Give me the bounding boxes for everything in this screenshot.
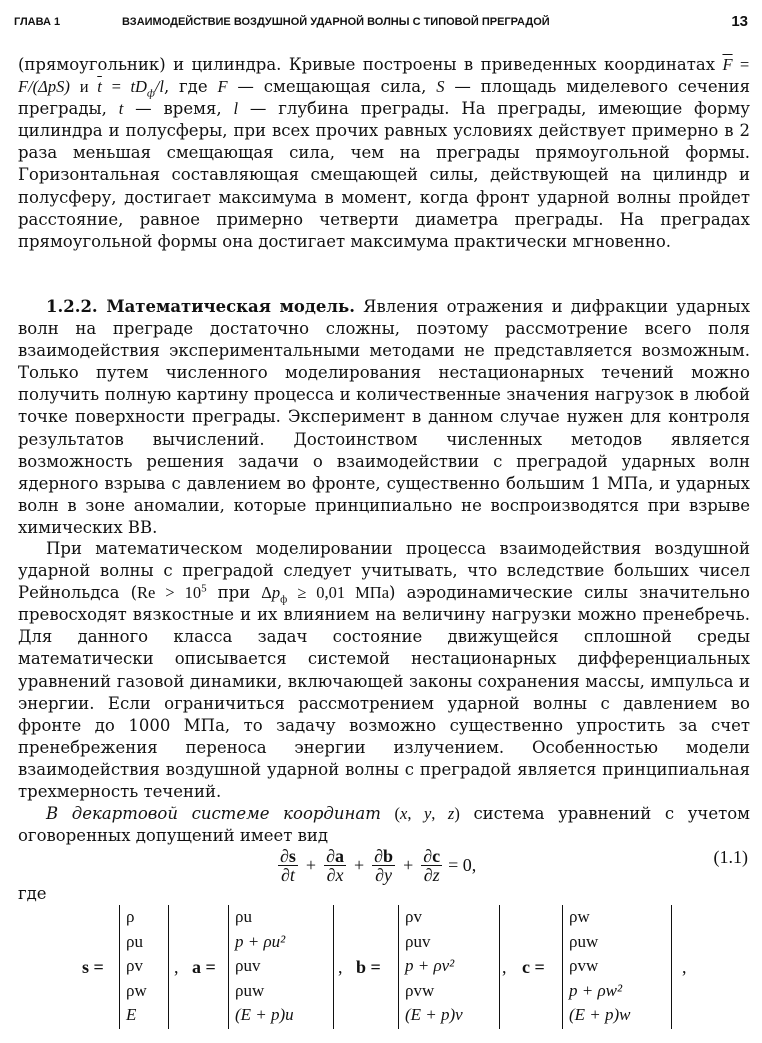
vector-a-entry: p + ρu² [235,931,286,951]
vector-a-entry: (E + p)u [235,1005,294,1024]
paragraph-3 [18,538,750,803]
vector-s-entry: ρv [126,956,143,975]
vector-c-entry: p + ρw² [569,980,623,1000]
page-number: 13 [731,13,748,30]
vector-c-entry: ρuw [569,931,599,951]
vector-b-entry: p + ρv² [405,956,455,975]
p3-text-3: ) аэродинамические силы значительно превосходят вязкостные и их влиянием на величину нагрузки можно пренебречь. Для данного класса задач состояние движущейся сплошной среды математически описывается системой нестационарных дифференциальных уравнений газовой динамики, включающей законы сохранения массы, импульса и энергии. Если ограничиться рассмотрением ударной волны с давлением во фронте до 1000 МПа, то задачу возможно существенно упростить за счет пренебрежения переноса энергии излучением. Особенностью модели взаимодействия воздушной ударной волны с преградой является принципиальная трехмерность течений. [18,583,750,802]
formula-reynolds: $Re > 10^5$ [137,582,207,603]
paragraph-3-block [18,538,750,847]
p1-text-1: (прямоугольник) и цилиндра. Кривые построены в приведенных координатах [18,55,723,74]
vector-s [119,905,169,1029]
running-title: ВЗАИМОДЕЙСТВИЕ ВОЗДУШНОЙ УДАРНОЙ ВОЛНЫ С ТИПОВОЙ ПРЕГРАДОЙ [122,16,550,28]
formula-pressure-threshold: $\Delta p_ф \ge 0,01$ МПа [261,583,390,606]
section-1-2-2 [18,296,750,539]
vector-b [398,905,500,1029]
p4-italic: В декартовой системе координат [46,804,381,824]
label-a: a = [192,957,216,977]
p3-text-2: при [206,583,262,603]
p3-text-1: При математическом моделировании процесса взаимодействия воздушной ударной волны с преградой следует учитывать, что вследствие больших чисел Рейнольдса ( [18,539,750,603]
p1-text-4: — площадь миделевого сечения преграды, [18,77,750,119]
vector-c-entry: ρvw [569,956,599,975]
formula-normalized-force: $\overline{F} = F/(\Delta pS)$ [18,55,751,97]
formula-normalized-time: $\overline{t} = tD_ф/l$ [97,77,164,100]
paragraph-2 [18,296,750,539]
paragraph-1-block [18,54,750,253]
equation-number: (1.1) [713,847,748,867]
p4-text: система уравнений с учетом оговоренных допущений имеет вид [18,804,751,846]
label-b: b = [356,957,381,977]
paragraph-1: (прямоугольник) и цилиндра. Кривые построены в приведенных координатах $\overline{F} = F/(\Delta pS)$ и $\overline{t} = tD_ф/l$, где F — смещающая сила, S — площадь миделевого сечения преграды, t — время, l — глубина преграды. На преграды, имеющие форму цилиндра и полусферы, при всех прочих равных условиях действует примерно в 2 раза меньшая смещающая сила, чем на преграды прямоугольной формы. Горизонтальная составляющая смещающей силы, действующей на цилиндр и полусферу, достигает максимума в момент, когда фронт ударной волны пройдет расстояние, равное примерно четверти диаметра преграды. На преградах прямоугольной формы она достигает максимума практически мгновенно. [18,55,751,251]
p1-text-3: — смещающая сила, [227,77,437,97]
vector-c [562,905,672,1029]
vector-s-entry: ρw [126,980,147,1000]
vector-a [228,905,334,1029]
label-c: c = [522,957,545,977]
p1-text-5: — время, [123,99,234,119]
section-heading: 1.2.2. Математическая модель. [46,297,355,316]
vector-b-entry: (E + p)v [405,1005,463,1024]
running-header [14,6,750,34]
vector-c-entry: ρw [569,907,590,926]
label-s: s = [82,957,104,977]
vector-a-entry: ρuv [235,956,261,975]
vector-s-entry: ρ [126,907,135,926]
p1-text-2: , где [163,77,218,97]
paragraph-4 [18,803,750,847]
vector-b-entry: ρuv [405,931,431,951]
frac-dc-dz: $\frac{\partial c}{\partial z}$ [423,845,441,885]
vector-b-entry: ρvw [405,980,435,1000]
coordinates: (x, y, z) [394,804,460,824]
where-word: где [18,884,47,903]
vector-a-entry: ρuw [235,980,265,1000]
vector-s-entry: E [126,1005,137,1024]
vector-a-entry: ρu [235,907,252,926]
section-text: Явления отражения и дифракции ударных волн на преграде достаточно сложны, поэтому рассмотрение всего поля взаимодействия экспериментальными методами не представляется возможным. Только путем численного моделирования нестационарных течений можно получить полную картину процесса и количественные значения нагрузок в любой точке поверхности преграды. Эксперимент в данном случае нужен для контроля результатов вычислений. Достоинством численных методов является возможность решения задачи о взаимодействии с преградой ударных волн ядерного взрыва с давлением во фронте, существенно большим 1 МПа, и ударных волн в зоне аномалии, которые принципиально не воспроизводятся при взрыве химических ВВ. [18,297,750,537]
frac-da-dx: $\frac{\partial a}{\partial x}$ [326,845,344,885]
vector-s-entry: ρu [126,931,143,951]
equation-1-1: $\frac{\partial s}{\partial t}$ + $\frac{\partial a}{\partial x}$ + $\frac{\partial b}{\partial y}$ + $\frac{\partial c}{\partial z}$ = 0, (1.1) [280,845,748,885]
equation-tail: = 0, [448,854,477,875]
chapter-label: ГЛАВА 1 [14,16,61,28]
vector-b-entry: ρv [405,907,422,926]
matrix-definitions: s = ρ ρu ρv ρw E , a = ρu p + ρu² ρuv ρuw (E + p)u , b = ρv ρuv p + ρv² ρvw (E + p)v , c = ρw ρuw ρvw p + ρw² (E + p)w , [0,903,762,1031]
frac-ds-dt: $\frac{\partial s}{\partial t}$ [280,845,296,885]
p1-text-6: — глубина преграды. На преграды, имеющие форму цилиндра и полусферы, при всех прочих равных условиях действует примерно в 2 раза меньшая смещающая сила, чем на преграды прямоугольной формы. Горизонтальная составляющая смещающей силы, действующей на цилиндр и полусферу, достигает максимума в момент, когда фронт ударной волны пройдет расстояние, равное примерно четверти диаметра преграды. На преградах прямоугольной формы она достигает максимума практически мгновенно. [18,99,751,251]
frac-db-dy: $\frac{\partial b}{\partial y}$ [374,845,394,885]
vector-c-entry: (E + p)w [569,1005,631,1024]
